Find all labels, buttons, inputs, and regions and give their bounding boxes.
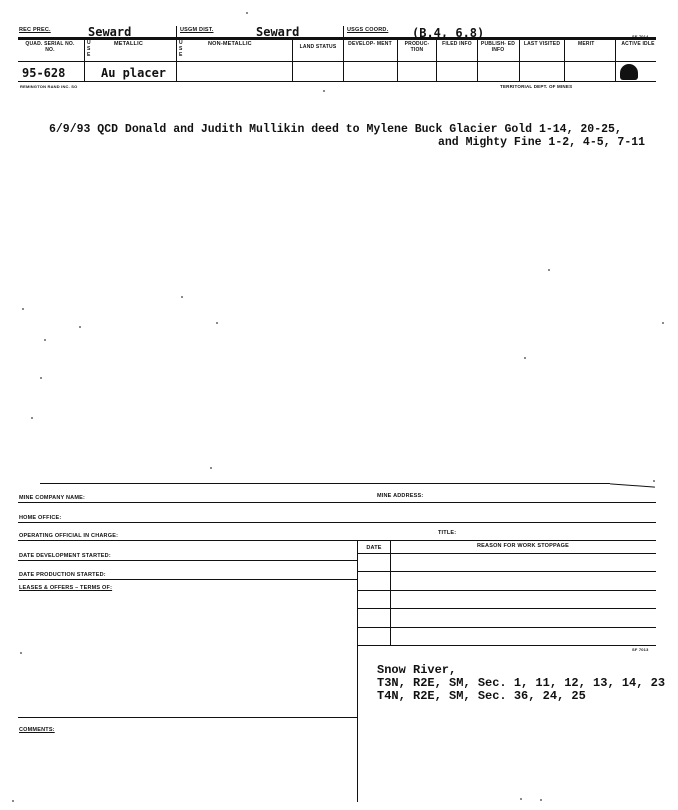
stoppage-rule-5: [357, 627, 656, 628]
rule-official: [18, 540, 656, 541]
col-development: DEVELOP- MENT: [348, 41, 392, 47]
active-idle-mark: [620, 64, 638, 80]
col-use-prefix-1: U S E: [87, 40, 91, 58]
col-sep-3: [292, 39, 293, 81]
col-sep-7: [477, 39, 478, 81]
col-use-prefix-2: U S E: [179, 40, 183, 58]
territorial-dept: TERRITORIAL DEPT. OF MINES: [500, 84, 573, 89]
speck: [216, 322, 218, 324]
speck: [653, 480, 655, 482]
stoppage-rule-6: [357, 645, 656, 646]
location-line-1: Snow River,: [377, 663, 457, 677]
col-merit: MERIT: [578, 41, 595, 47]
stoppage-rule-3: [357, 590, 656, 591]
stoppage-rule-1: [357, 553, 656, 554]
reason-column-header: REASON FOR WORK STOPPAGE: [477, 543, 569, 549]
stoppage-vline-date: [390, 540, 391, 646]
form-number-top: SF 7014: [632, 34, 649, 39]
col-published-info: PUBLISH- ED INFO: [480, 41, 516, 53]
col-sep-8: [519, 39, 520, 81]
speck: [548, 269, 550, 271]
col-sep-4: [343, 39, 344, 81]
leases-label: LEASES & OFFERS – TERMS OF:: [19, 585, 113, 591]
usgs-coord-label: USGS COORD.: [347, 27, 389, 33]
speck: [20, 652, 22, 654]
speck: [12, 800, 14, 802]
location-line-3: T4N, R2E, SM, Sec. 36, 24, 25: [377, 689, 586, 703]
stoppage-rule-2: [357, 571, 656, 572]
lower-form-top-curve: [610, 483, 655, 487]
comments-label: COMMENTS:: [19, 727, 55, 733]
mine-address-label: MINE ADDRESS:: [377, 493, 424, 499]
speck: [246, 12, 248, 14]
col-metallic: METALLIC: [114, 41, 143, 47]
usgs-dist-label: USGM DIST.: [180, 27, 214, 33]
serial-value: 95-628: [22, 66, 66, 80]
printer-imprint: REMINGTON RAND INC. SO: [20, 84, 78, 89]
lower-form-top-rule: [40, 483, 610, 484]
location-line-2: T3N, R2E, SM, Sec. 1, 11, 12, 13, 14, 23: [377, 676, 666, 690]
row-bottom-rule: [18, 81, 656, 82]
stoppage-vline-left: [357, 540, 358, 802]
header-vsep-2: [343, 26, 344, 39]
rule-date-production: [18, 579, 358, 580]
speck: [44, 339, 46, 341]
speck: [31, 417, 33, 419]
col-sep-1: [84, 39, 85, 81]
usgs-dist-value: Seward: [256, 25, 300, 39]
rec-prec-value: Seward: [88, 25, 132, 39]
speck: [520, 798, 522, 800]
date-production-label: DATE PRODUCTION STARTED:: [19, 572, 106, 578]
rec-prec-label: REC PREC.: [19, 27, 51, 33]
col-active-idle: ACTIVE IDLE: [621, 41, 655, 47]
deed-note-line-2: and Mighty Fine 1-2, 4-5, 7-11: [438, 136, 646, 149]
header-vsep-1: [176, 26, 177, 39]
col-sep-5: [397, 39, 398, 81]
speck: [181, 296, 183, 298]
column-header-bottom-rule: [18, 61, 656, 62]
col-quad-serial: QUAD. SERIAL NO. NO.: [25, 41, 75, 53]
col-last-visited: LAST VISITED: [523, 41, 561, 47]
deed-note-line-1: 6/9/93 QCD Donald and Judith Mullikin deed to Mylene Buck Glacier Gold 1-14, 20-25,: [49, 123, 622, 136]
title-label: TITLE:: [438, 530, 457, 536]
form-number-bottom: SF 7013: [632, 647, 649, 652]
date-column-header: DATE: [366, 545, 382, 551]
speck: [662, 322, 664, 324]
speck: [540, 799, 542, 801]
col-land-status: LAND STATUS: [299, 44, 337, 50]
col-sep-6: [436, 39, 437, 81]
col-sep-10: [615, 39, 616, 81]
usgs-coord-value: (B.4, 6.8): [412, 26, 485, 40]
col-sep-2: [176, 39, 177, 81]
metallic-value: Au placer: [101, 66, 167, 80]
header-rule-mid: [18, 39, 656, 40]
speck: [40, 377, 42, 379]
col-production: PRODUC- TION: [404, 41, 430, 53]
operating-official-label: OPERATING OFFICIAL IN CHARGE:: [19, 533, 119, 539]
col-filed-info: FILED INFO: [442, 41, 472, 47]
col-non-metallic: NON-METALLIC: [208, 41, 252, 47]
rule-company: [18, 502, 656, 503]
rule-comments: [18, 717, 358, 718]
speck: [210, 467, 212, 469]
date-development-label: DATE DEVELOPMENT STARTED:: [19, 553, 111, 559]
home-office-label: HOME OFFICE:: [19, 515, 62, 521]
speck: [79, 326, 81, 328]
col-sep-9: [564, 39, 565, 81]
speck: [524, 357, 526, 359]
rule-home-office: [18, 522, 656, 523]
rule-date-development: [18, 560, 358, 561]
mine-company-name-label: MINE COMPANY NAME:: [19, 495, 86, 501]
speck: [323, 90, 325, 92]
stoppage-rule-4: [357, 608, 656, 609]
speck: [22, 308, 24, 310]
